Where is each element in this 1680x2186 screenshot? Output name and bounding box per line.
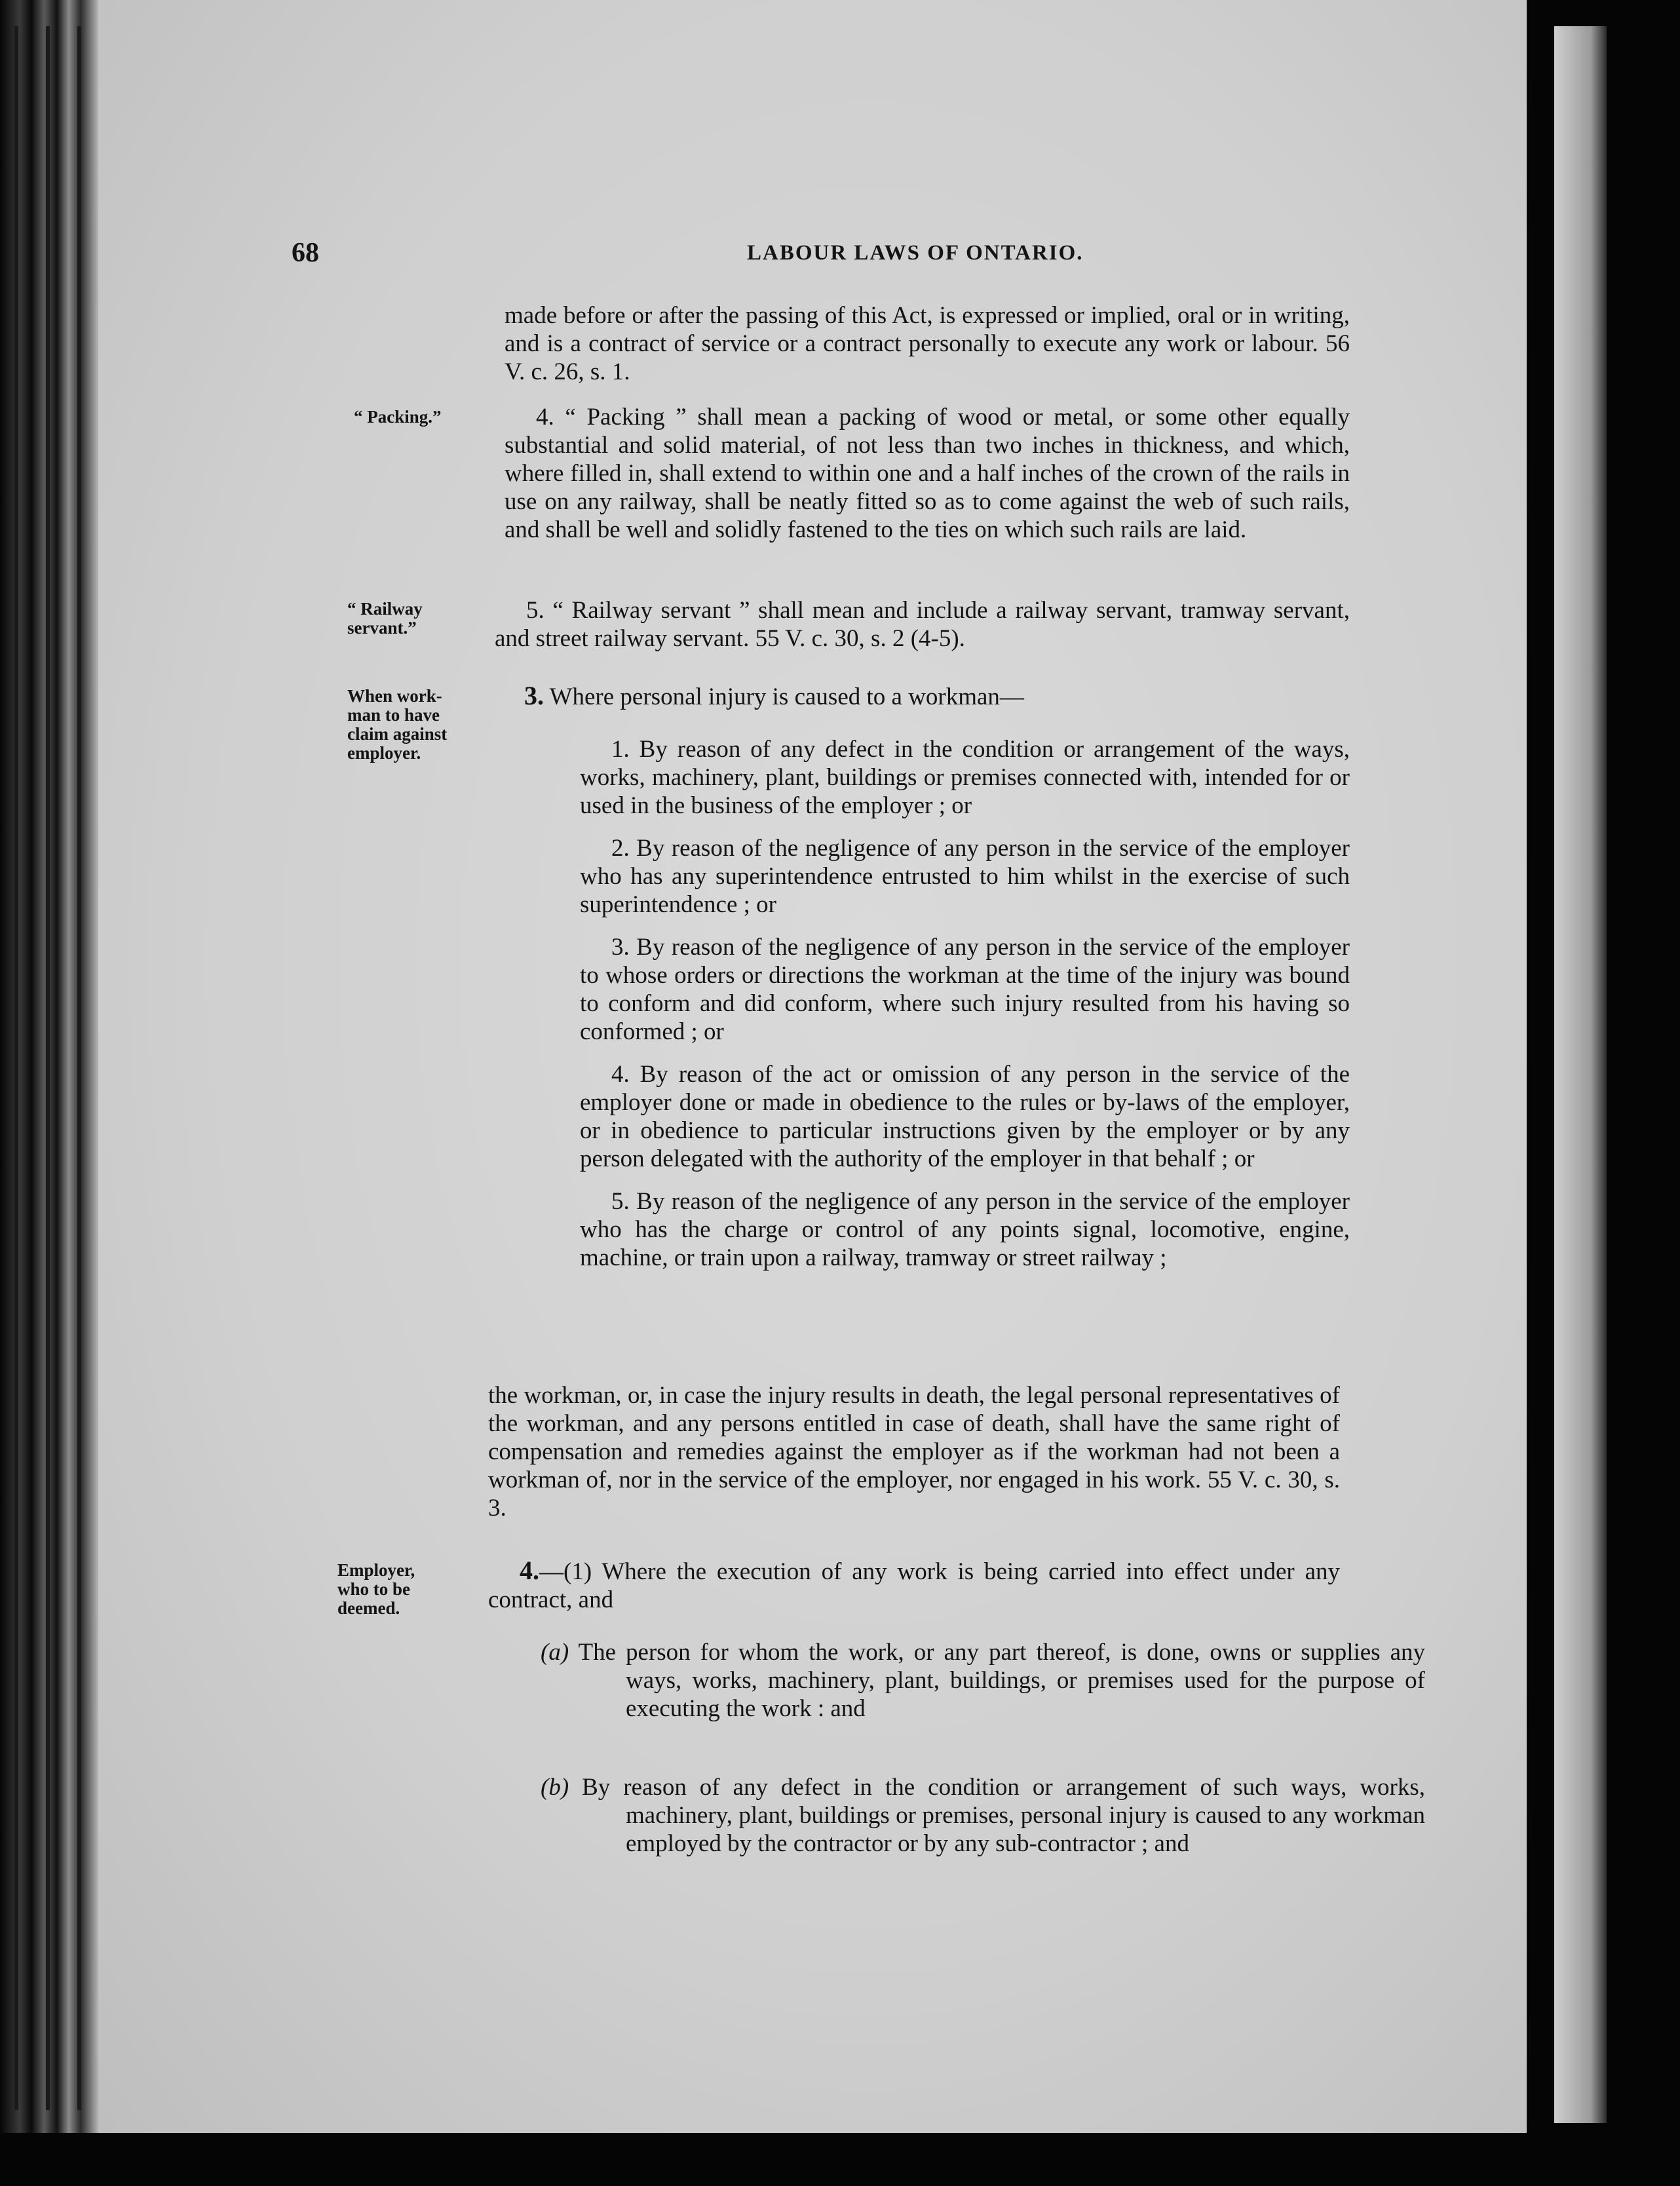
packing-definition bbox=[505, 403, 1350, 544]
section-3-conclusion bbox=[488, 1381, 1340, 1522]
spine-edge-line bbox=[14, 26, 18, 2110]
scan-border-bottom bbox=[0, 2133, 1680, 2186]
margin-note-text: “ Packing.” bbox=[354, 407, 442, 427]
margin-note-packing bbox=[354, 408, 485, 427]
paragraph-text: the workman, or, in case the injury results in death, the legal personal representatives of the workman, and any persons entitled in case of death, shall have the same right of compensation and remedies against the employer as if the workman had not been a workman of, nor in the service of the employer, nor engaged in his work. 55 V. c. 30, s. 3. bbox=[488, 1382, 1340, 1522]
list-item: 2. By reason of the negligence of any person in the service of the employer who has any superintendence entrusted to him whilst in the exercise of such superintendence ; or bbox=[580, 835, 1350, 918]
margin-note-line: deemed. bbox=[337, 1598, 400, 1618]
clause-text: The person for whom the work, or any part thereof, is done, owns or supplies any ways, works, machinery, plant, buildings, or premises used for the purpose of executing the work : and bbox=[569, 1639, 1425, 1722]
section-3-heading bbox=[524, 681, 1350, 711]
margin-note-line: servant.” bbox=[347, 618, 417, 638]
spine-edge-line bbox=[77, 26, 81, 2110]
spine-edge-line bbox=[46, 26, 50, 2110]
margin-note-line: claim against bbox=[347, 724, 448, 744]
margin-note-line: Employer, bbox=[337, 1560, 415, 1580]
page-header bbox=[0, 237, 1680, 277]
running-title: LABOUR LAWS OF ONTARIO. bbox=[747, 241, 1084, 265]
margin-note-line: who to be bbox=[337, 1579, 411, 1599]
facing-page-edge bbox=[1554, 26, 1607, 2123]
margin-note-line: employer. bbox=[347, 743, 421, 763]
paragraph-text: 4. “ Packing ” shall mean a packing of wood or metal, or some other equally substantial and solid material, of not less than two inches in thickness, and which, where filled in, shall extend to within one and a half inches of the crown of the rails in use on any railway, shall be neatly fitted so as to come against the web of such rails, and shall be well and solidly fastened to the ties on which such rails are laid. bbox=[505, 404, 1350, 543]
section-number: 4. bbox=[520, 1556, 539, 1585]
margin-note-employer-deemed bbox=[337, 1561, 468, 1618]
page-number: 68 bbox=[292, 238, 319, 268]
margin-note-railway-servant bbox=[347, 600, 478, 638]
paragraph-text: 5. “ Railway servant ” shall mean and include a railway servant, tramway servant, and street railway servant. 55 V. c. 30, s. 2 (4-5). bbox=[495, 597, 1350, 652]
margin-note-line: When work- bbox=[347, 686, 442, 706]
margin-note-line: man to have bbox=[347, 705, 440, 725]
book-spine bbox=[0, 0, 98, 2162]
margin-note-line: “ Railway bbox=[347, 599, 423, 619]
paragraph-text: made before or after the passing of this Act, is expressed or implied, oral or in writing, and is a contract of service or a contract personally to execute any work or labour. 56 V. c. 26, s. 1. bbox=[505, 302, 1350, 385]
margin-note-when-workman bbox=[347, 687, 491, 763]
section-number: 3. bbox=[524, 681, 544, 710]
railway-servant-definition bbox=[495, 596, 1350, 653]
list-item: 3. By reason of the negligence of any person in the service of the employer to whose orders or directions the workman at the time of the injury was bound to conform and did conform, where such injury resulted from his having so conformed ; or bbox=[580, 934, 1350, 1045]
clause-text: By reason of any defect in the condition or arrangement of such ways, works, machinery, plant, buildings or premises, personal injury is caused to any workman employed by the contractor or by any sub-contractor ; and bbox=[569, 1774, 1425, 1857]
section-4-clause-a bbox=[541, 1638, 1425, 1723]
section-3-items bbox=[580, 735, 1350, 1272]
section-intro: —(1) Where the execution of any work is being carried into effect under any contract, and bbox=[488, 1558, 1340, 1613]
clause-label: (a) bbox=[541, 1639, 569, 1666]
list-item: 5. By reason of the negligence of any person in the service of the employer who has the charge or control of any points signal, locomotive, engine, machine, or train upon a railway, tramway or street railway ; bbox=[580, 1188, 1350, 1271]
list-item: 1. By reason of any defect in the condition or arrangement of the ways, works, machinery, plant, buildings or premises connected with, intended for or used in the business of the employer ; or bbox=[580, 736, 1350, 819]
continuation-paragraph bbox=[505, 301, 1350, 386]
section-4-intro bbox=[488, 1556, 1340, 1614]
section-intro: Where personal injury is caused to a workman— bbox=[544, 683, 1024, 710]
list-item: 4. By reason of the act or omission of any person in the service of the employer done or made in obedience to the rules or by-laws of the employer, or in obedience to particular instructions given by the employer or by any person delegated with the authority of the employer in that behalf ; or bbox=[580, 1061, 1350, 1172]
clause-label: (b) bbox=[541, 1774, 569, 1801]
section-4-clause-b bbox=[541, 1773, 1425, 1858]
